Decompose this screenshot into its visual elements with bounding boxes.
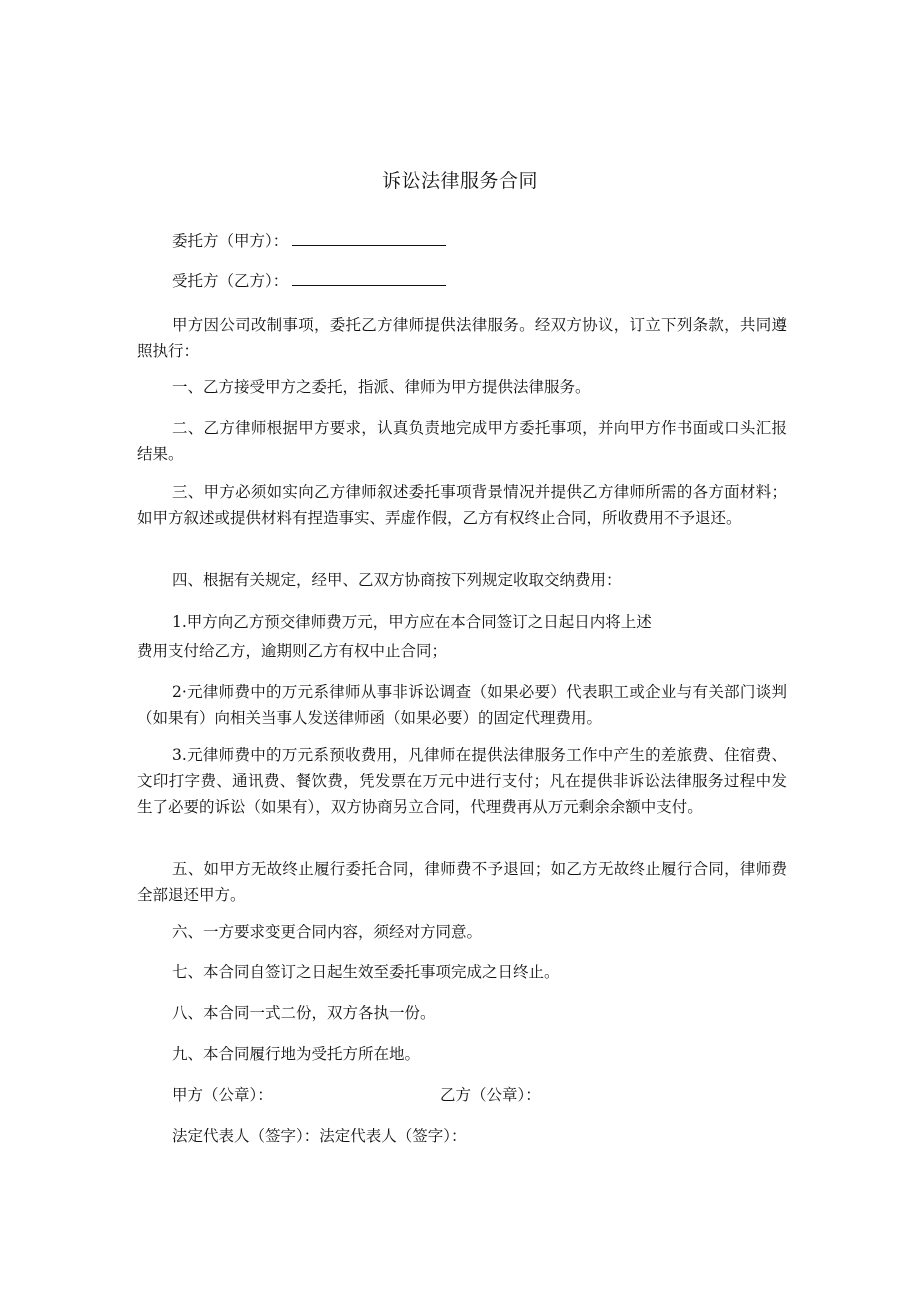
agent-party-blank (292, 271, 446, 286)
intro-paragraph: 甲方因公司改制事项，委托乙方律师提供法律服务。经双方协议，订立下列条款，共同遵照执行： (137, 316, 787, 360)
agent-party-label: 受托方（乙方）： (172, 272, 289, 290)
clause-6: 六、一方要求变更合同内容，须经对方同意。 (172, 923, 483, 941)
clause-7: 七、本合同自签订之日起生效至委托事项完成之日终止。 (172, 963, 560, 981)
client-party-line (137, 228, 446, 254)
clause-4: 四、根据有关规定，经甲、乙双方协商按下列规定收取交纳费用： (172, 571, 622, 589)
seal-party-a: 甲方（公章）： (172, 1086, 273, 1104)
seal-party-b: 乙方（公章）： (440, 1086, 541, 1104)
client-party-label: 委托方（甲方）： (172, 232, 289, 250)
item-1-line-2: 费用支付给乙方，逾期则乙方有权中止合同； (137, 642, 448, 660)
item-1-line-1: 1.甲方向乙方预交律师费万元，甲方应在本合同签订之日起日内将上述 (172, 613, 652, 631)
client-party-blank (292, 231, 446, 246)
agent-party-line (137, 268, 446, 294)
item-3: 3.元律师费中的万元系预收费用，凡律师在提供法律服务工作中产生的差旅费、住宿费、文印打字费、通讯费、餐饮费，凭发票在万元中进行支付；凡在提供非诉讼法律服务过程中发生了必要的诉讼（如果有），双方协商另立合同，代理费再从万元剩余余额中支付。 (137, 746, 787, 816)
clause-9: 九、本合同履行地为受托方所在地。 (172, 1045, 421, 1063)
clause-3: 三、甲方必须如实向乙方律师叙述委托事项背景情况并提供乙方律师所需的各方面材料；如甲方叙述或提供材料有捏造事实、弄虚作假，乙方有权终止合同，所收费用不予退还。 (137, 483, 787, 527)
item-2: 2·元律师费中的万元系律师从事非诉讼调查（如果必要）代表职工或企业与有关部门谈判（如果有）向相关当事人发送律师函（如果必要）的固定代理费用。 (137, 683, 787, 727)
clause-1: 一、乙方接受甲方之委托，指派、律师为甲方提供法律服务。 (172, 378, 591, 396)
clause-2: 二、乙方律师根据甲方要求，认真负责地完成甲方委托事项，并向甲方作书面或口头汇报结果。 (137, 419, 787, 463)
clause-8: 八、本合同一式二份，双方各执一份。 (172, 1004, 436, 1022)
clause-5: 五、如甲方无故终止履行委托合同，律师费不予退回；如乙方无故终止履行合同，律师费全部退还甲方。 (137, 860, 787, 904)
signature-line: 法定代表人（签字）：法定代表人（签字）： (172, 1127, 467, 1145)
document-title: 诉讼法律服务合同 (381, 170, 538, 192)
